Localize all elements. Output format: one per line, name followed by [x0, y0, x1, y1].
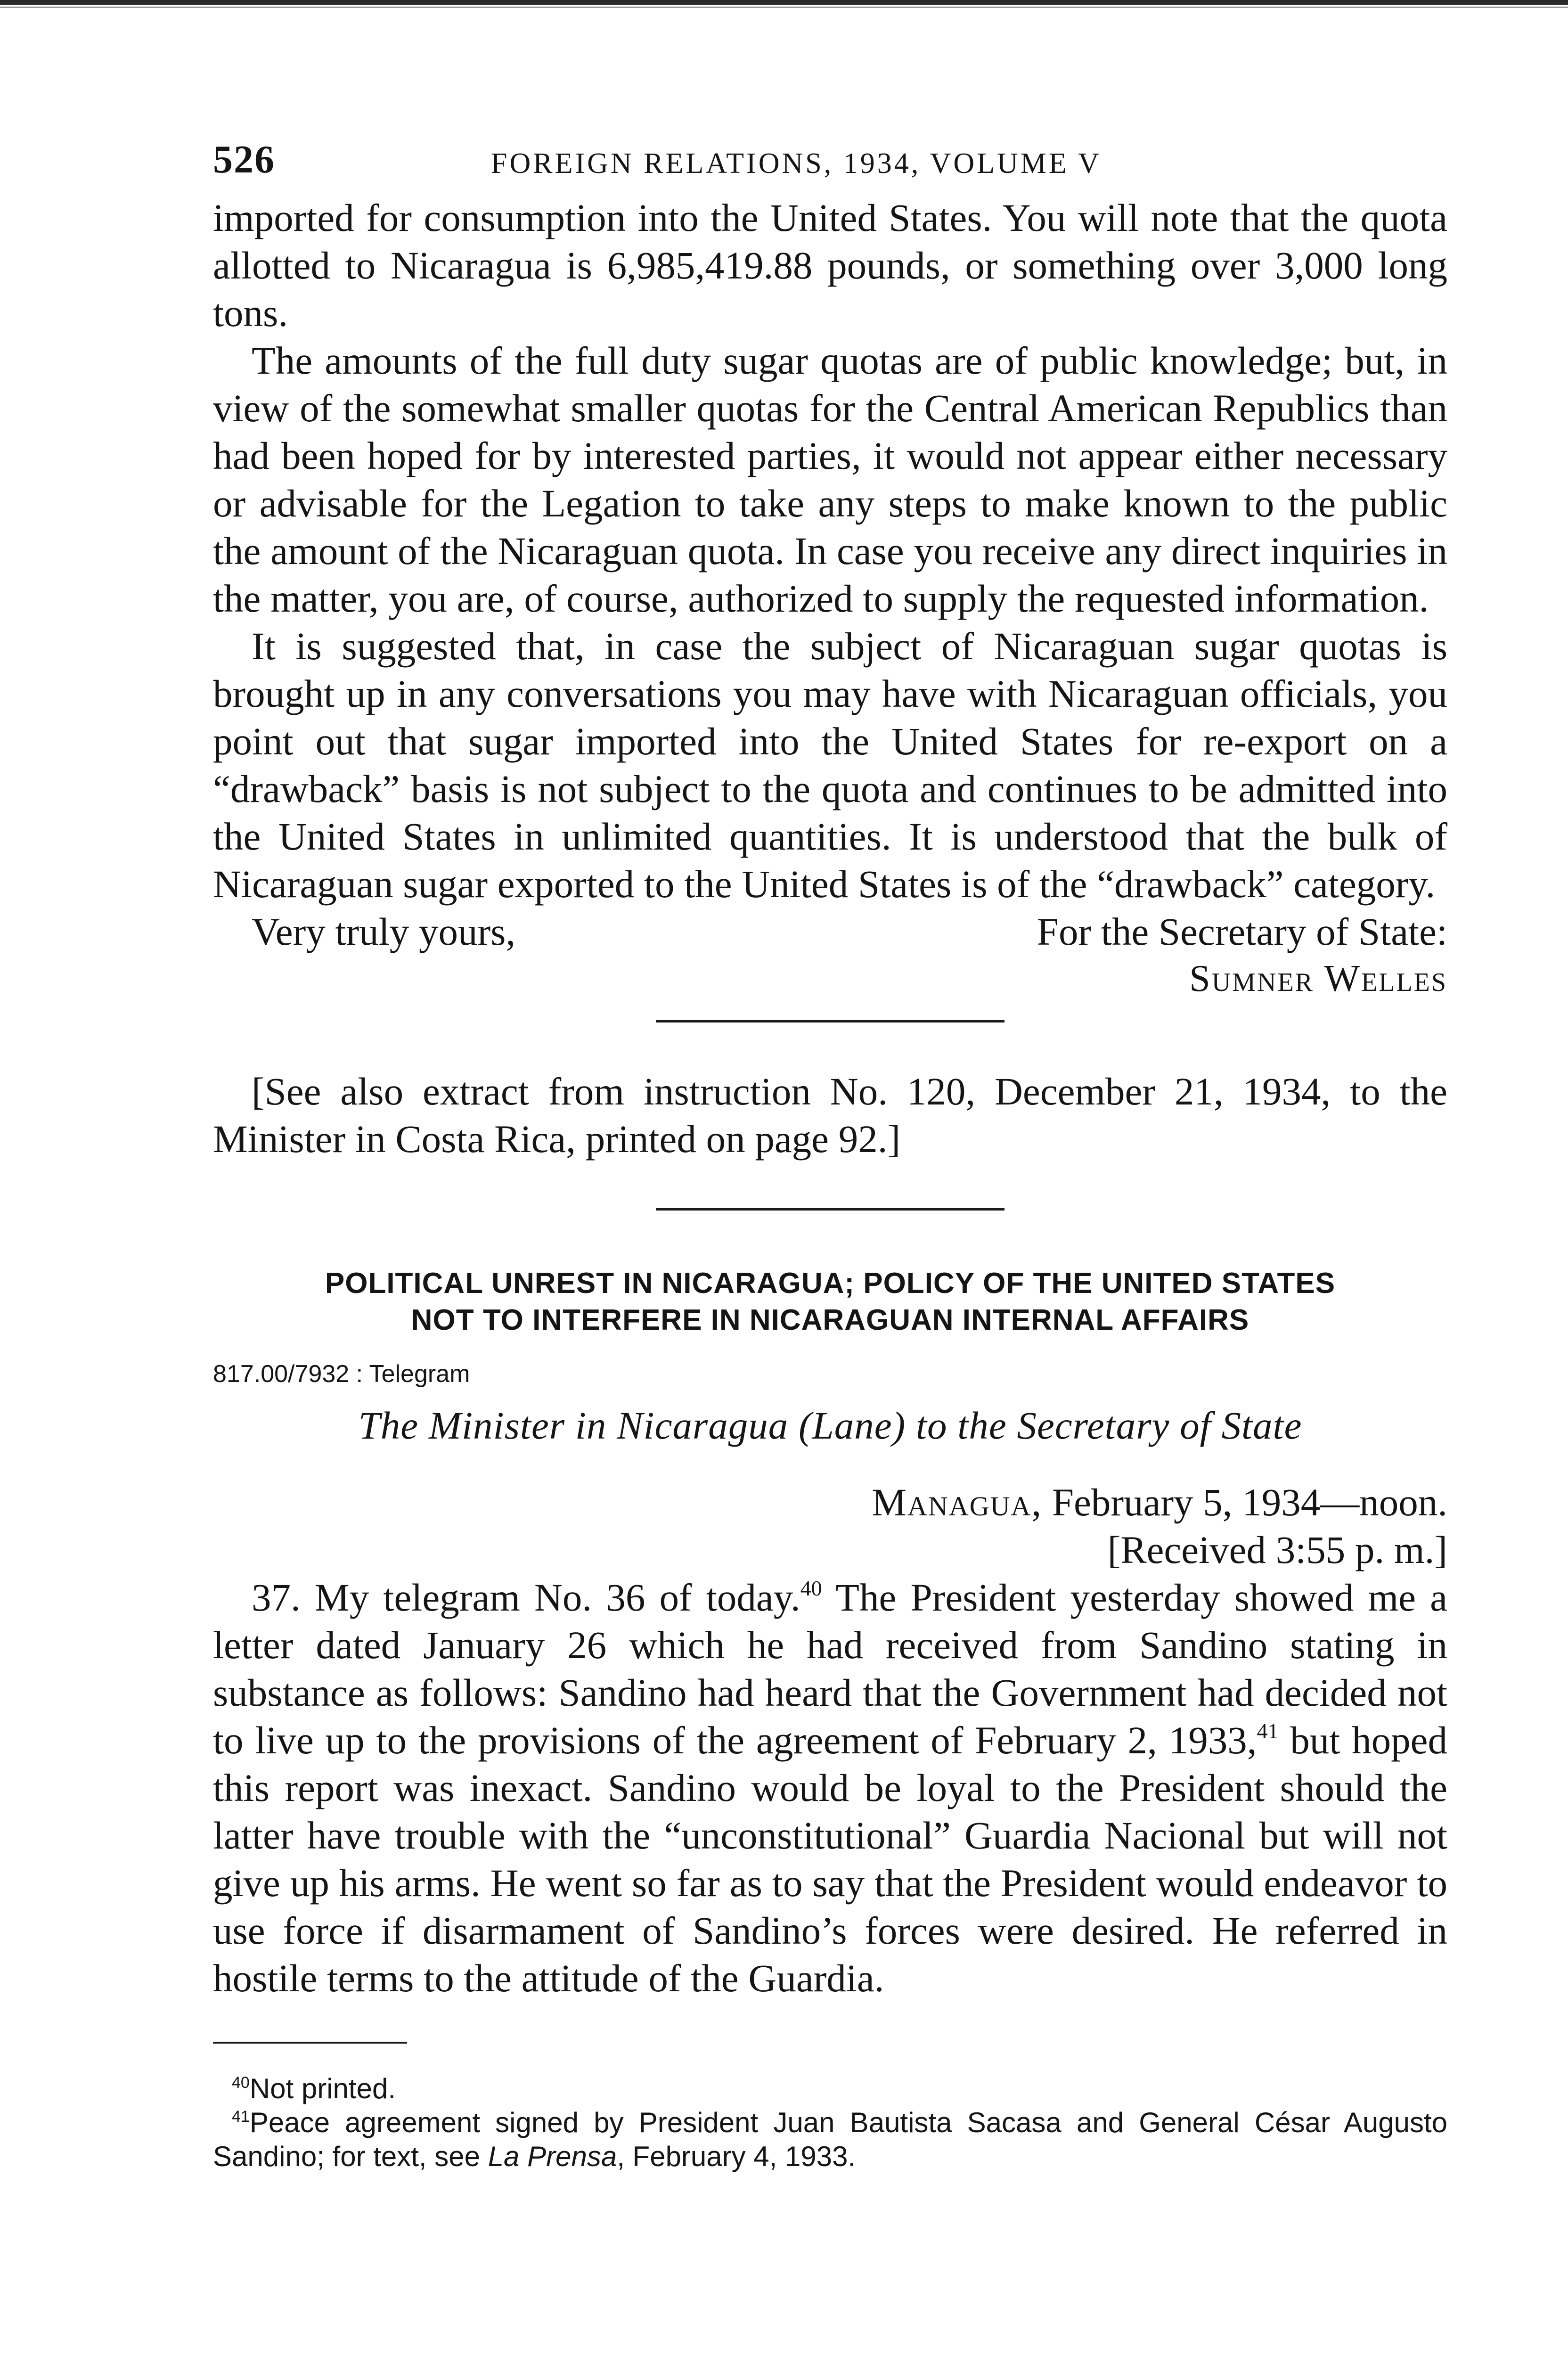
footnotes	[213, 2072, 1447, 2174]
document-from-to: The Minister in Nicaragua (Lane) to the Secretary of State	[358, 1404, 1302, 1447]
footnote-40-text: Not printed.	[249, 2073, 396, 2104]
telegram-body	[213, 1574, 1447, 2002]
footnote-mark-41: 41	[232, 2108, 250, 2126]
see-also-note: [See also extract from instruction No. 120, December 21, 1934, to the Minister in Costa Rica, printed on page 92.]	[213, 1070, 1447, 1161]
running-title: FOREIGN RELATIONS, 1934, VOLUME V	[491, 147, 1102, 180]
footnote-ref-41: 41	[1257, 1719, 1279, 1743]
top-scan-edge	[0, 0, 1568, 5]
section-heading	[213, 1265, 1447, 1339]
signer-name: Sumner Welles	[1189, 958, 1447, 999]
footnote-41-publication: La Prensa	[488, 2141, 617, 2172]
letter-signoff	[213, 908, 1447, 955]
dateline	[213, 1479, 1447, 1526]
telegram-body-part-1: 37. My telegram No. 36 of today.	[252, 1576, 800, 1619]
section-heading-line-1: POLITICAL UNREST IN NICARAGUA; POLICY OF THE UNITED STATES	[325, 1267, 1336, 1300]
section-heading-line-2: NOT TO INTERFERE IN NICARAGUAN INTERNAL AFFAIRS	[411, 1304, 1250, 1336]
top-scan-edge-thin	[0, 7, 1568, 8]
document-page	[213, 127, 1447, 2174]
footnote-mark-40: 40	[232, 2074, 250, 2092]
footnote-41	[213, 2106, 1447, 2174]
dateline-date: February 5, 1934—noon.	[1052, 1481, 1447, 1524]
closing-salutation: Very truly yours,	[252, 910, 516, 953]
letter-paragraph-1: imported for consumption into the United States. You will note that the quota allotted to Nicaragua is 6,985,419.88 pounds, or something over 3,000 long tons.	[213, 196, 1447, 335]
telegram-body-part-2: The President yesterday showed me a letter dated January 26 which he had received from Sandino stating in substance as follows: Sandino had heard that the Government had decided not to live up to the provisions of the agreement of February 2, 1933,	[213, 1576, 1448, 1762]
file-reference: 817.00/7932 : Telegram	[213, 1360, 470, 1388]
for-secretary-line: For the Secretary of State:	[1037, 910, 1447, 953]
page-number: 526	[213, 138, 275, 181]
section-divider-rule	[656, 1020, 1004, 1023]
running-head	[213, 127, 1447, 179]
footnote-40	[213, 2072, 1447, 2106]
footnote-41-text-b: , February 4, 1933.	[617, 2141, 856, 2172]
letter-paragraph-2: The amounts of the full duty sugar quotas are of public knowledge; but, in view of the somewhat smaller quotas for the Central American Republics than had been hoped for by interested parties, it would not appear either necessary or advisable for the Legation to take any steps to make known to the public the amount of the Nicaraguan quota. In case you receive any direct inquiries in the matter, you are, of course, authorized to supply the requested information.	[213, 339, 1447, 620]
dateline-place: Managua,	[872, 1481, 1043, 1524]
telegram-body-part-3: but hoped this report was inexact. Sandino would be loyal to the President should the latter have trouble with the “unconstitutional” Guardia Nacional but will not give up his arms. He went so far as to say that the President would endeavor to use force if disarmament of Sandino’s forces were desired. He referred in hostile terms to the attitude of the Guardia.	[213, 1718, 1447, 2000]
section-divider-rule	[656, 1208, 1004, 1211]
letter-paragraph-3: It is suggested that, in case the subject of Nicaraguan sugar quotas is brought up in any conversations you may have with Nicaraguan officials, you point out that sugar imported into the United States for re-export on a “drawback” basis is not subject to the quota and continues to be admitted into the United States in unlimited quantities. It is understood that the bulk of Nicaraguan sugar exported to the United States is of the “drawback” category.	[213, 624, 1447, 906]
received-time: [Received 3:55 p. m.]	[1107, 1528, 1447, 1571]
footnote-ref-40: 40	[800, 1576, 822, 1600]
footnote-41-text-a: Peace agreement signed by President Juan Bautista Sacasa and General César Augusto Sandino; for text, see	[213, 2107, 1447, 2172]
footnote-rule	[213, 2042, 407, 2044]
